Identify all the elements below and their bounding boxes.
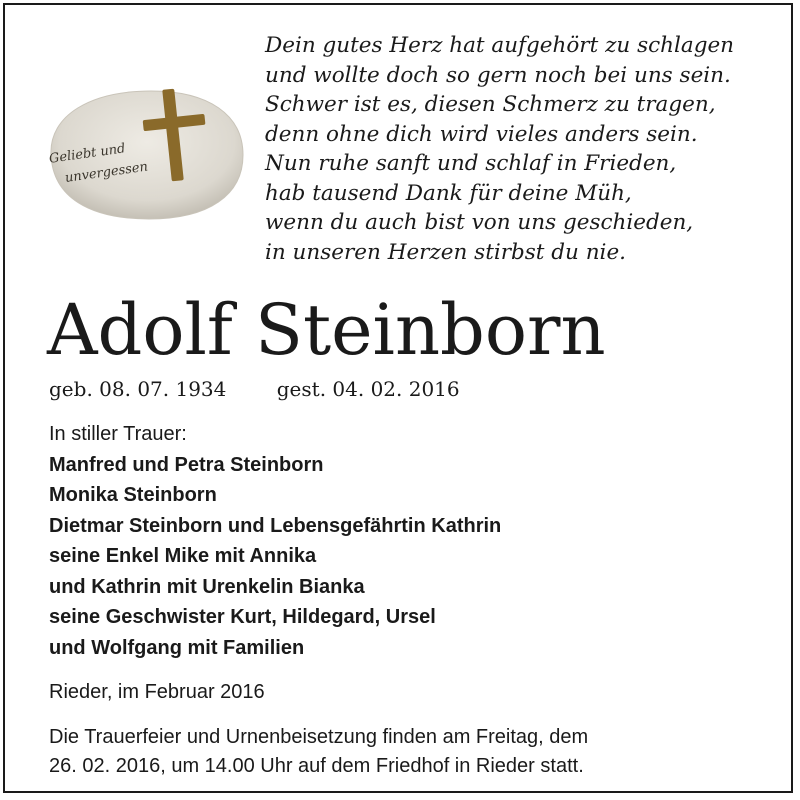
birth-date: geb. 08. 07. 1934 (49, 377, 227, 401)
poem-line: Dein gutes Herz hat aufgehört zu schlagen (265, 33, 735, 58)
poem-line: denn ohne dich wird vieles anders sein. (265, 121, 698, 147)
stone-engraving-line2: unvergessen (64, 159, 149, 186)
death-date: gest. 04. 02. 2016 (276, 377, 460, 401)
mourner-name: Monika Steinborn (49, 484, 217, 506)
mourner-name: Manfred und Petra Steinborn (49, 453, 324, 476)
poem-line: Schwer ist es, diesen Schmerz zu tragen, (265, 92, 716, 117)
mourner-name: seine Geschwister Kurt, Hildegard, Ursel (49, 606, 436, 628)
funeral-notice-line: 26. 02. 2016, um 14.00 Uhr auf dem Friedhof in Rieder statt. (49, 755, 584, 777)
mourners-list (49, 419, 501, 663)
poem-line: in unseren Herzen stirbst du nie. (265, 239, 626, 265)
funeral-notice-line: Die Trauerfeier und Urnenbeisetzung finden am Freitag, dem (49, 726, 589, 748)
stone-engraving-line1: Geliebt und (48, 141, 127, 167)
memorial-poem (265, 31, 785, 267)
obituary-frame (3, 3, 793, 793)
poem-line: und wollte doch so gern noch bei uns sein. (265, 62, 731, 88)
mourner-name: und Wolfgang mit Familien (49, 636, 305, 659)
mourner-name: und Kathrin mit Urenkelin Bianka (49, 575, 365, 598)
mourners-intro: In stiller Trauer: (49, 423, 187, 445)
mourner-name: seine Enkel Mike mit Annika (49, 545, 317, 567)
deceased-name: Adolf Steinborn (47, 289, 606, 371)
mourner-name: Dietmar Steinborn und Lebensgefährtin Kathrin (49, 514, 502, 537)
poem-line: wenn du auch bist von uns geschieden, (265, 210, 694, 235)
funeral-notice (49, 723, 588, 781)
life-dates (49, 375, 460, 403)
poem-line: Nun ruhe sanft und schlaf in Frieden, (265, 151, 677, 176)
poem-line: hab tausend Dank für deine Müh, (265, 180, 632, 206)
memorial-stone-image (31, 85, 249, 225)
place-and-date: Rieder, im Februar 2016 (49, 681, 265, 703)
